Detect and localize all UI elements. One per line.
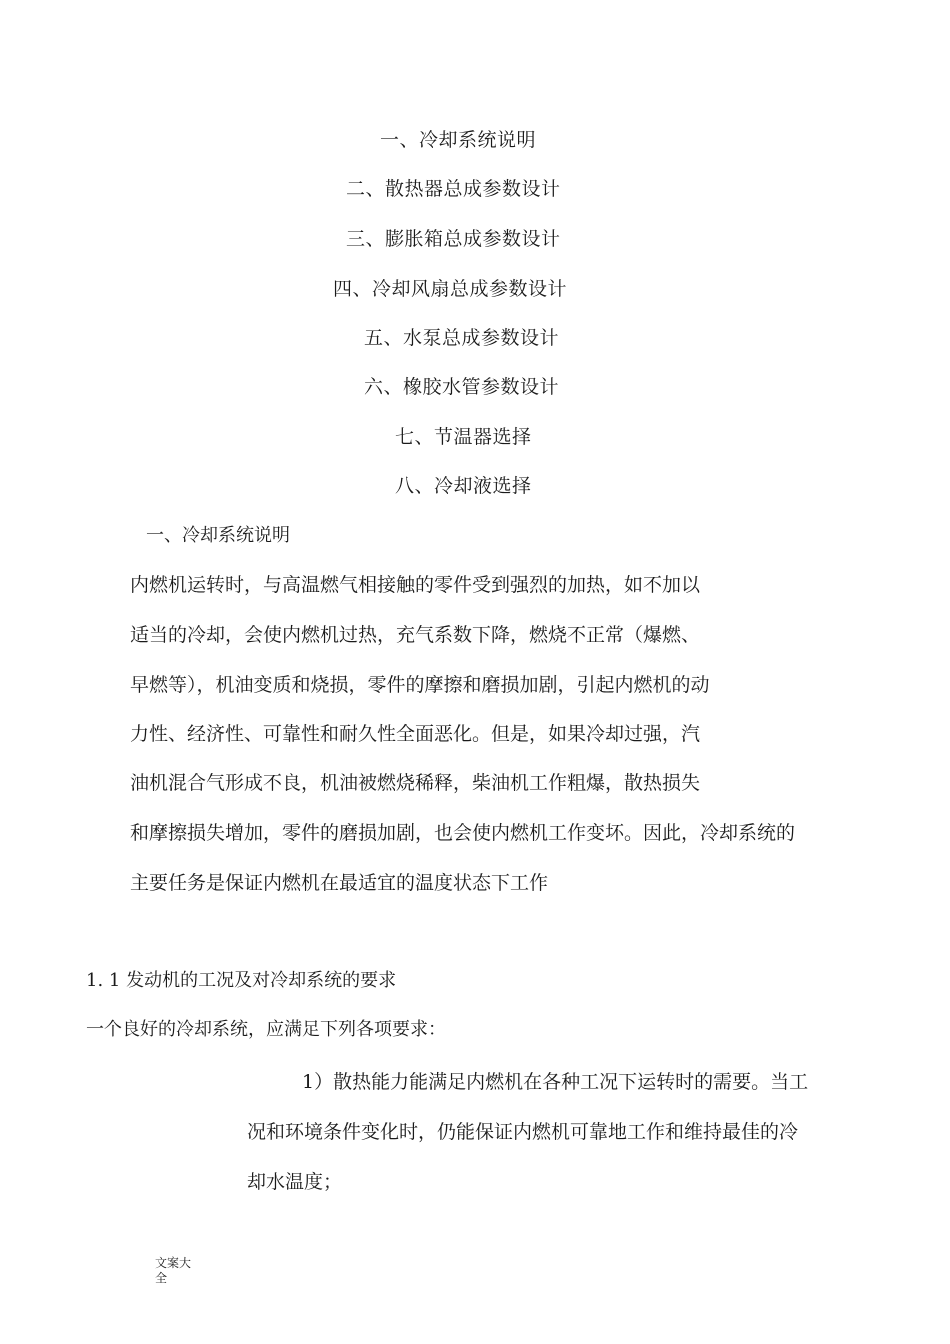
toc-item-7: 七、节温器选择 — [395, 426, 532, 448]
footer-line: 全 — [155, 1271, 168, 1285]
toc-item-1: 一、冷却系统说明 — [380, 129, 537, 151]
requirement-line: 却水温度； — [247, 1171, 343, 1193]
subsection-heading: 1. 1 发动机的工况及对冷却系统的要求 — [86, 970, 397, 991]
paragraph-line: 和摩擦损失增加，零件的磨损加剧，也会使内燃机工作变坏。因此，冷却系统的 — [130, 822, 796, 844]
paragraph-line: 内燃机运转时，与高温燃气相接触的零件受到强烈的加热，如不加以 — [130, 574, 701, 596]
paragraph-line: 适当的冷却，会使内燃机过热，充气系数下降，燃烧不正常（爆燃、 — [130, 624, 701, 646]
toc-item-5: 五、水泵总成参数设计 — [364, 327, 560, 349]
toc-item-4: 四、冷却风扇总成参数设计 — [333, 278, 568, 300]
toc-item-3: 三、膨胀箱总成参数设计 — [346, 228, 561, 250]
requirement-line: 1）散热能力能满足内燃机在各种工况下运转时的需要。当工 — [302, 1071, 809, 1093]
paragraph-line: 力性、经济性、可靠性和耐久性全面恶化。但是，如果冷却过强，汽 — [130, 723, 701, 745]
toc-item-8: 八、冷却液选择 — [395, 475, 532, 497]
paragraph-line: 主要任务是保证内燃机在最适宜的温度状态下工作 — [130, 872, 549, 894]
page-footer — [155, 1256, 199, 1286]
footer-line: 文案大 — [155, 1256, 192, 1270]
toc-item-6: 六、橡胶水管参数设计 — [364, 376, 560, 398]
toc-item-2: 二、散热器总成参数设计 — [346, 178, 561, 200]
paragraph-line: 早燃等），机油变质和烧损，零件的摩擦和磨损加剧，引起内燃机的动 — [130, 674, 710, 696]
subsection-lead: 一个良好的冷却系统，应满足下列各项要求： — [86, 1019, 446, 1040]
paragraph-line: 油机混合气形成不良，机油被燃烧稀释，柴油机工作粗爆，散热损失 — [130, 772, 701, 794]
requirement-line: 况和环境条件变化时，仍能保证内燃机可靠地工作和维持最佳的冷 — [247, 1121, 799, 1143]
section-heading: 一、冷却系统说明 — [146, 525, 290, 546]
